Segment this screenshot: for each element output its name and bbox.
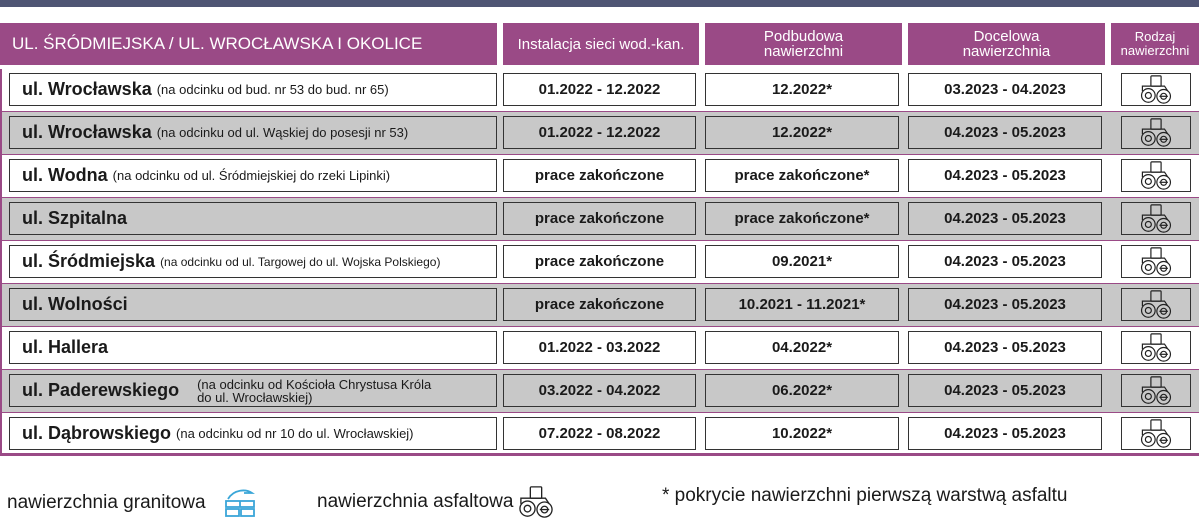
street-cell <box>9 374 497 407</box>
street-cell <box>9 417 497 450</box>
surface-cell <box>1121 159 1191 192</box>
final-cell: 04.2023 - 05.2023 <box>908 116 1102 149</box>
table-row <box>0 155 1199 197</box>
table-row <box>0 284 1199 326</box>
base-cell: prace zakończone* <box>705 159 899 192</box>
final-cell: 04.2023 - 05.2023 <box>908 331 1102 364</box>
legend-footnote-text: * pokrycie nawierzchni pierwszą warstwą asfaltu <box>662 485 1068 506</box>
header-final <box>908 23 1105 65</box>
final-cell: 04.2023 - 05.2023 <box>908 417 1102 450</box>
surface-cell <box>1121 417 1191 450</box>
street-cell <box>9 245 497 278</box>
street-name: ul. Szpitalna <box>22 208 128 228</box>
table-left-border <box>0 69 2 455</box>
street-name: ul. Dąbrowskiego <box>22 423 172 443</box>
install-cell: 01.2022 - 03.2022 <box>503 331 696 364</box>
legend-footnote <box>662 485 1068 507</box>
legend-granite <box>7 485 260 521</box>
header-base-line1: Podbudowa <box>763 28 844 45</box>
street-cell <box>9 288 497 321</box>
table-row <box>0 69 1199 111</box>
asphalt-roller-icon <box>1139 117 1173 148</box>
surface-cell <box>1121 202 1191 235</box>
table-row <box>0 370 1199 412</box>
base-cell: 10.2021 - 11.2021* <box>705 288 899 321</box>
table-row <box>0 112 1199 154</box>
final-cell: 04.2023 - 05.2023 <box>908 159 1102 192</box>
header-final-line1: Docelowa <box>973 28 1040 45</box>
base-cell: 12.2022* <box>705 116 899 149</box>
asphalt-roller-icon <box>1139 332 1173 363</box>
table-row <box>0 198 1199 240</box>
header-base-text <box>705 23 902 65</box>
table-row <box>0 413 1199 455</box>
legend-granite-label: nawierzchnia granitowa <box>7 492 206 513</box>
asphalt-roller-icon <box>1139 160 1173 191</box>
asphalt-roller-icon <box>1139 203 1173 234</box>
base-cell: 04.2022* <box>705 331 899 364</box>
street-name: ul. Wrocławska <box>22 79 152 99</box>
asphalt-roller-icon <box>1139 74 1173 105</box>
header-final-text <box>908 23 1105 65</box>
base-cell: 06.2022* <box>705 374 899 407</box>
street-cell <box>9 116 497 149</box>
granite-paving-icon <box>220 485 260 521</box>
final-cell: 04.2023 - 05.2023 <box>908 288 1102 321</box>
street-name: ul. Wolności <box>22 294 128 314</box>
install-cell: 01.2022 - 12.2022 <box>503 116 696 149</box>
header-base-line2: nawierzchni <box>763 43 844 60</box>
street-name: ul. Hallera <box>22 337 109 357</box>
header-final-line2: nawierzchnia <box>962 43 1051 60</box>
top-accent-bar <box>0 0 1199 7</box>
street-note <box>197 378 431 404</box>
surface-cell <box>1121 116 1191 149</box>
street-note: (na odcinku od bud. nr 53 do bud. nr 65) <box>156 82 389 97</box>
final-cell: 04.2023 - 05.2023 <box>908 245 1102 278</box>
street-note-line1: (na odcinku od Kościoła Chrystusa Króla <box>197 376 432 392</box>
asphalt-roller-icon <box>1139 289 1173 320</box>
asphalt-roller-icon <box>1139 246 1173 277</box>
table-row <box>0 241 1199 283</box>
schedule-table <box>0 69 1199 455</box>
street-cell <box>9 202 497 235</box>
final-cell: 03.2023 - 04.2023 <box>908 73 1102 106</box>
asphalt-roller-icon <box>517 485 555 519</box>
header-installation-text: Instalacja sieci wod.-kan. <box>517 35 685 53</box>
surface-cell <box>1121 331 1191 364</box>
street-name: ul. Paderewskiego <box>22 380 180 400</box>
base-cell: 10.2022* <box>705 417 899 450</box>
asphalt-roller-icon <box>1139 418 1173 449</box>
header-surface-line2: nawierzchni <box>1120 43 1190 58</box>
install-cell: prace zakończone <box>503 202 696 235</box>
install-cell: prace zakończone <box>503 159 696 192</box>
table-bottom-border <box>0 453 1199 456</box>
street-note: (na odcinku od ul. Śródmiejskiej do rzeki Lipinki) <box>112 168 391 183</box>
table-row <box>0 327 1199 369</box>
header-installation <box>503 23 699 65</box>
street-name: ul. Wodna <box>22 165 108 185</box>
base-cell: 12.2022* <box>705 73 899 106</box>
base-cell: prace zakończone* <box>705 202 899 235</box>
surface-cell <box>1121 73 1191 106</box>
street-note: (na odcinku od nr 10 do ul. Wrocławskiej) <box>176 426 414 441</box>
street-cell <box>9 331 497 364</box>
street-cell <box>9 159 497 192</box>
header-surface-line1: Rodzaj <box>1134 29 1176 44</box>
street-note: (na odcinku od ul. Targowej do ul. Wojska Polskiego) <box>160 254 441 269</box>
header-location-text: UL. ŚRÓDMIEJSKA / UL. WROCŁAWSKA I OKOLICE <box>12 34 423 53</box>
final-cell: 04.2023 - 05.2023 <box>908 202 1102 235</box>
base-cell: 09.2021* <box>705 245 899 278</box>
asphalt-roller-icon <box>1139 375 1173 406</box>
street-note: (na odcinku od ul. Wąskiej do posesji nr 53) <box>156 125 409 140</box>
street-name: ul. Śródmiejska <box>22 251 156 271</box>
surface-cell <box>1121 245 1191 278</box>
legend-asphalt-label: nawierzchnia asfaltowa <box>317 491 514 512</box>
header-location <box>0 23 497 65</box>
street-name: ul. Wrocławska <box>22 122 152 142</box>
street-cell <box>9 73 497 106</box>
install-cell: 07.2022 - 08.2022 <box>503 417 696 450</box>
surface-cell <box>1121 288 1191 321</box>
install-cell: 03.2022 - 04.2022 <box>503 374 696 407</box>
header-surface-type <box>1111 23 1199 65</box>
install-cell: prace zakończone <box>503 288 696 321</box>
legend-asphalt <box>317 485 555 519</box>
surface-cell <box>1121 374 1191 407</box>
final-cell: 04.2023 - 05.2023 <box>908 374 1102 407</box>
install-cell: 01.2022 - 12.2022 <box>503 73 696 106</box>
install-cell: prace zakończone <box>503 245 696 278</box>
header-surface-type-text <box>1111 23 1199 65</box>
header-base <box>705 23 902 65</box>
street-note-line2: do ul. Wrocławskiej) <box>197 389 313 405</box>
